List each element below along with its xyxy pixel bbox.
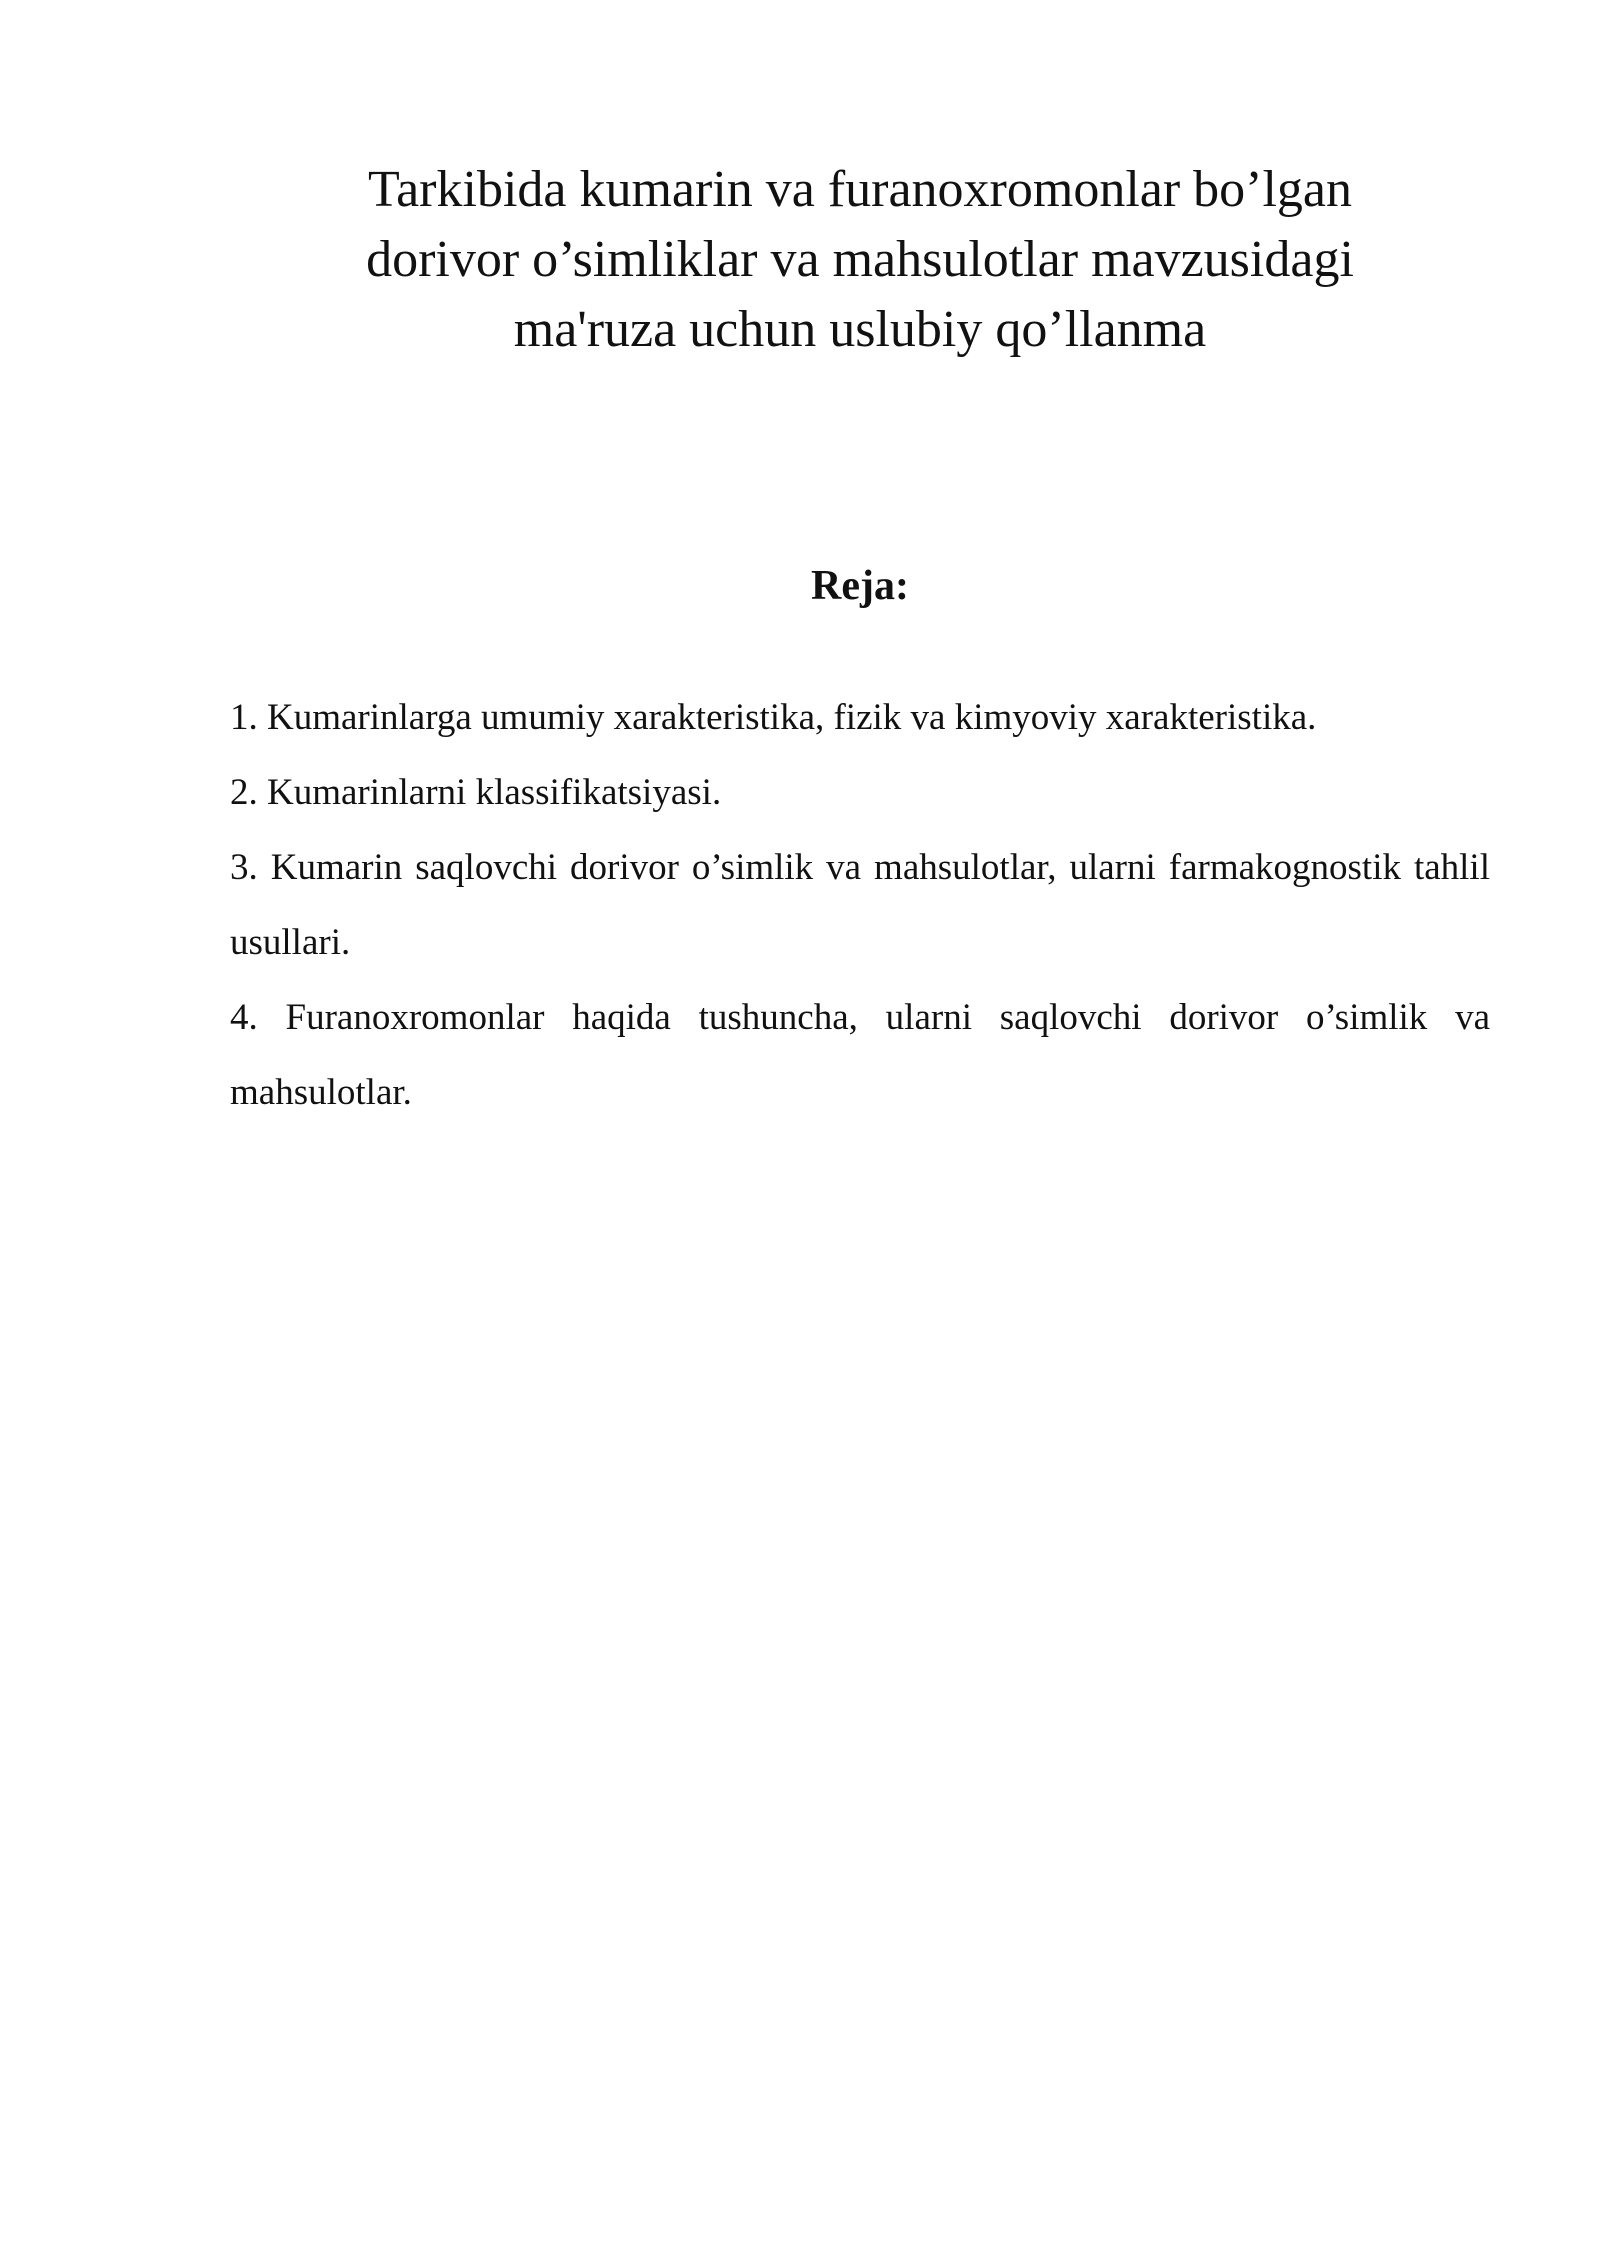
plan-item-2: 2. Kumarinlarni klassifikatsiyasi. <box>230 772 722 813</box>
document-title-line-1: Tarkibida kumarin va furanoxromonlar bo’lgan <box>367 161 1353 218</box>
document-title-line-2: dorivor o’simliklar va mahsulotlar mavzusidagi <box>366 231 1354 288</box>
plan-item-1: 1. Kumarinlarga umumiy xarakteristika, fizik va kimyoviy xarakteristika. <box>230 697 1317 738</box>
document-title-line-3: ma'ruza uchun uslubiy qo’llanma <box>513 301 1207 358</box>
plan-item-3: 3. Kumarin saqlovchi dorivor o’simlik va mahsulotlar, ularni farmakognostik tahlil usullari. <box>230 847 1490 963</box>
document-title <box>230 155 1490 365</box>
plan-heading: Reja: <box>811 563 909 609</box>
plan-item-4: 4. Furanoxromonlar haqida tushuncha, ularni saqlovchi dorivor o’simlik va mahsulotlar. <box>230 997 1490 1113</box>
plan-list <box>230 680 1490 1130</box>
